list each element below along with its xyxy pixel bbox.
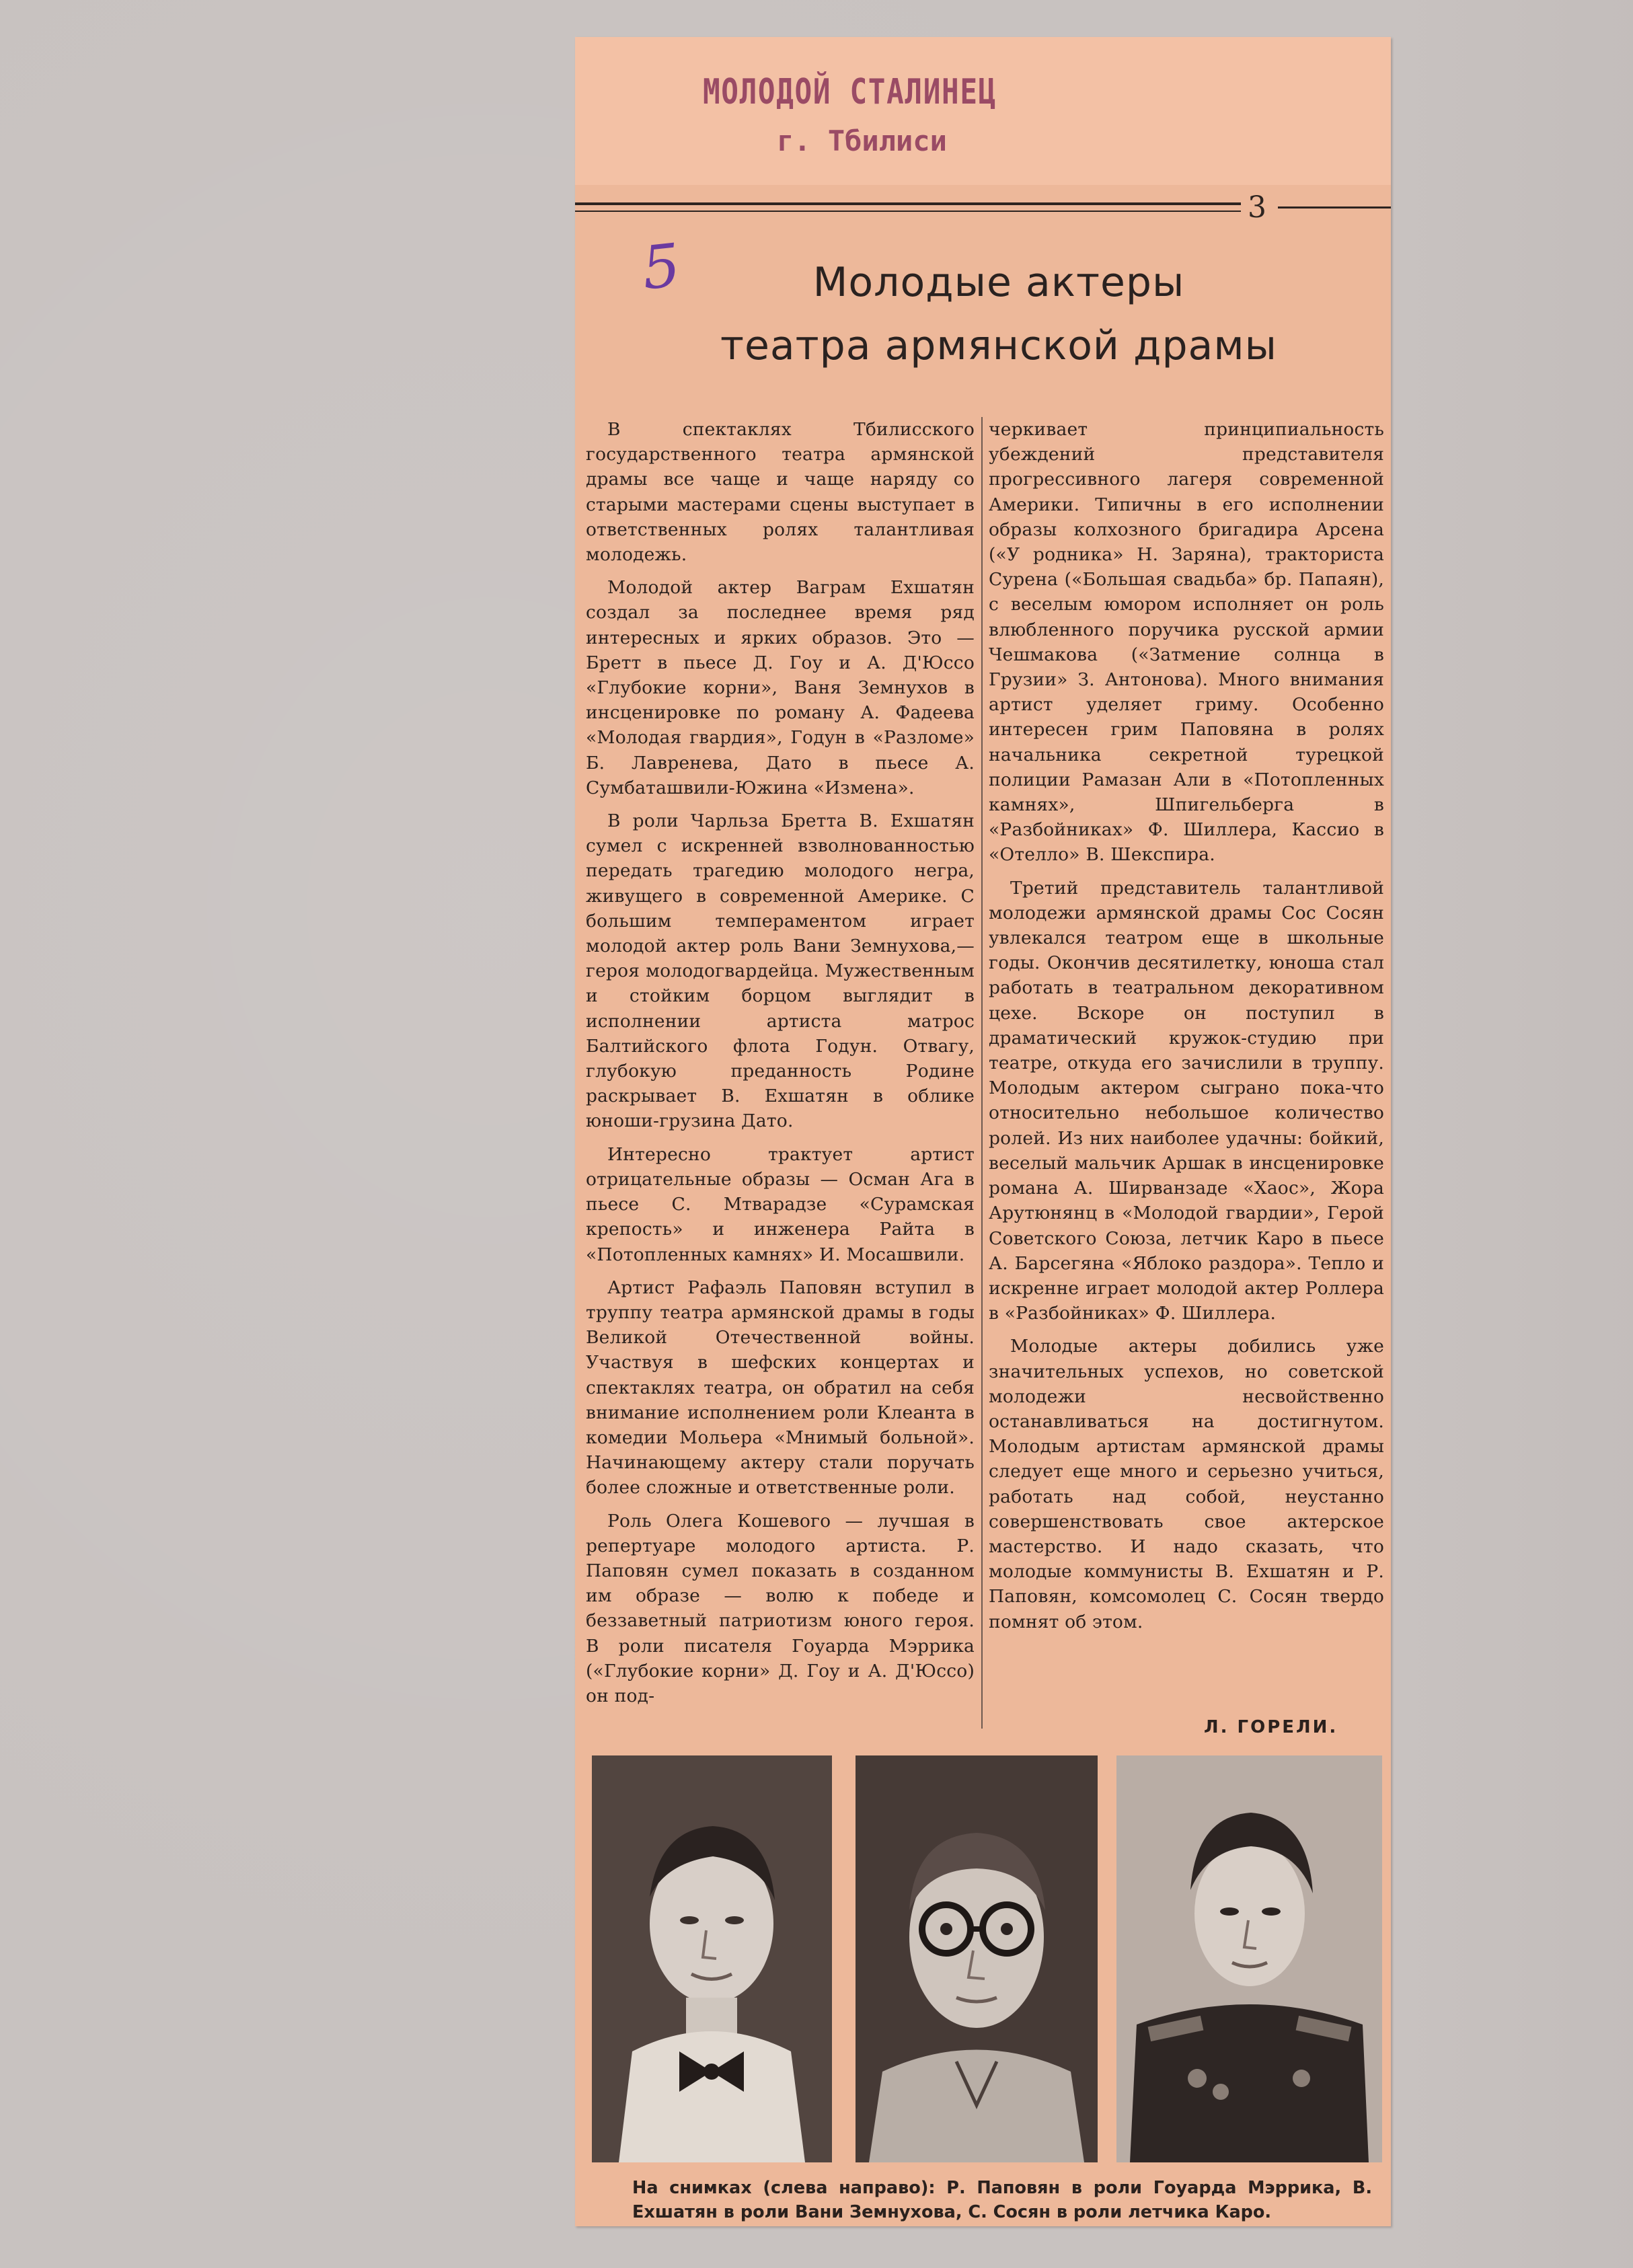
- city-stamp: г. Тбилиси: [777, 124, 947, 157]
- thin-rule: [575, 211, 1241, 212]
- column-divider: [981, 417, 983, 1729]
- author-signature: Л. ГОРЕЛИ.: [1204, 1717, 1338, 1737]
- paragraph: Молодые актеры добились уже значительных успехов, но советской молодежи несвойственно останавливаться на достигнутом. Молодым артистам армянской драмы следует еще много и серьезно учиться, работать над собой, неустанно совершенствовать свое актерское мастерство. И надо сказать, что молодые коммунисты В. Ехшатян и Р. Паповян, комсомолец С. Сосян твердо помнят об этом.: [989, 1336, 1384, 1632]
- headline-line-1: Молодые актеры: [812, 259, 1185, 306]
- trailing-rule: [1278, 206, 1391, 209]
- album-page-shading: [1391, 0, 1633, 2268]
- article-column-left: [586, 417, 975, 1716]
- headline-line-2: театра армянской драмы: [720, 322, 1277, 369]
- paragraph: В роли Чарльза Бретта В. Ехшатян сумел с искренней взволнованностью передать трагедию молодого негра, живущего в современной Америке. С большим темпераментом играет молодой актер роль Вани Земнухова,—героя молодогвардейца. Мужественным и стойким борцом выглядит в исполнении артиста матрос Балтийского флота Годун. Отвагу, глубокую преданность Родине раскрывает В. Ехшатян в облике юноши-грузина Дато.: [586, 810, 975, 1132]
- newspaper-name-stamp: МОЛОДОЙ СТАЛИНЕЦ: [703, 72, 997, 112]
- paragraph: В спектаклях Тбилисского государственного театра армянской драмы все чаще и чаще наряду со старыми мастерами сцены выступает в ответственных ролях талантливая молодежь.: [586, 419, 975, 566]
- page-header-rule: [575, 190, 1391, 225]
- photo-caption: На снимках (слева направо): Р. Паповян в роли Гоуарда Мэррика, В. Ехшатян в роли Вани Земнухова, С. Сосян в роли летчика Каро.: [632, 2178, 1372, 2222]
- paragraph: Артист Рафаэль Паповян вступил в труппу театра армянской драмы в годы Великой Отечественной войны. Участвуя в шефских концертах и спектаклях театра, он обратил на себя внимание исполнением роли Клеанта в комедии Мольера «Мнимый больной». Начинающему актеру стали поручать более сложные и ответственные роли.: [586, 1277, 975, 1499]
- paragraph: черкивает принципиальность убеждений представителя прогрессивного лагеря современной Америки. Типичны в его исполнении образы колхозного бригадира Арсена («У родника» Н. Заряна), тракториста Сурена («Большая свадьба» бр. Папаян), с веселым юмором исполняет он роль влюбленного поручика русской армии Чешмакова («Затмение солнца в Грузии» З. Антонова). Много внимания артист уделяет гриму. Особенно интересен грим Паповяна в ролях начальника секретной турецкой полиции Рамазан Али в «Потопленных камнях», Шпигельберга в «Разбойниках» Ф. Шиллера, Кассио в «Отелло» В. Шекспира.: [989, 419, 1384, 866]
- article-column-right: [989, 417, 1384, 1642]
- portrait-photo-sosyan: [1116, 1755, 1382, 2162]
- portrait-photo-paponyan: [592, 1755, 832, 2162]
- portrait-illustration: [1116, 1755, 1382, 2162]
- article-headline: [629, 251, 1369, 377]
- paragraph: Роль Олега Кошевого — лучшая в репертуаре молодого артиста. Р. Паповян сумел показать в созданном им образе — волю к победе и беззаветный патриотизм юного героя. В роли писателя Гоуарда Мэррика («Глубокие корни» Д. Гоу и А. Д'Юссо) он под-: [586, 1510, 975, 1706]
- portrait-illustration: [856, 1755, 1098, 2162]
- photo-strip: [592, 1755, 1382, 2166]
- paragraph: Третий представитель талантливой молодежи армянской драмы Сос Сосян увлекался театром еще в школьные годы. Окончив десятилетку, юноша стал работать в театральном декоративном цехе. Вскоре он поступил в драматический кружок-студию при театре, откуда его зачислили в труппу. Молодым актером сыграно пока-что относительно небольшое количество ролей. Из них наиболее удачны: бойкий, веселый мальчик Аршак в инсценировке романа А. Ширванзаде «Хаос», Жора Арутюнянц в «Молодой гвардии», Герой Советского Союза, летчик Каро в пьесе А. Барсегяна «Яблоко раздора». Тепло и искренне играет молодой актер Роллера в «Разбойниках» Ф. Шиллера.: [989, 877, 1384, 1324]
- paragraph: Интересно трактует артист отрицательные образы — Осман Ага в пьесе С. Мтварадзе «Сурамская крепость» и инженера Райта в «Потопленных камнях» И. Мосашвили.: [586, 1143, 975, 1265]
- portrait-photo-ekhshatyan: [856, 1755, 1098, 2162]
- page-number: 3: [1248, 190, 1266, 225]
- portrait-illustration: [592, 1755, 832, 2162]
- thick-rule: [575, 202, 1241, 205]
- newspaper-clipping: [575, 37, 1391, 2226]
- handwritten-number: 5: [638, 230, 684, 303]
- paragraph: Молодой актер Ваграм Ехшатян создал за последнее время ряд интересных и ярких образов. Это — Бретт в пьесе Д. Гоу и А. Д'Юссо «Глубокие корни», Ваня Земнухов в инсценировке по роману А. Фадеева «Молодая гвардия», Годун в «Разломе» Б. Лавренева, Дато в пьесе А. Сумбаташвили-Южина «Измена».: [586, 577, 975, 798]
